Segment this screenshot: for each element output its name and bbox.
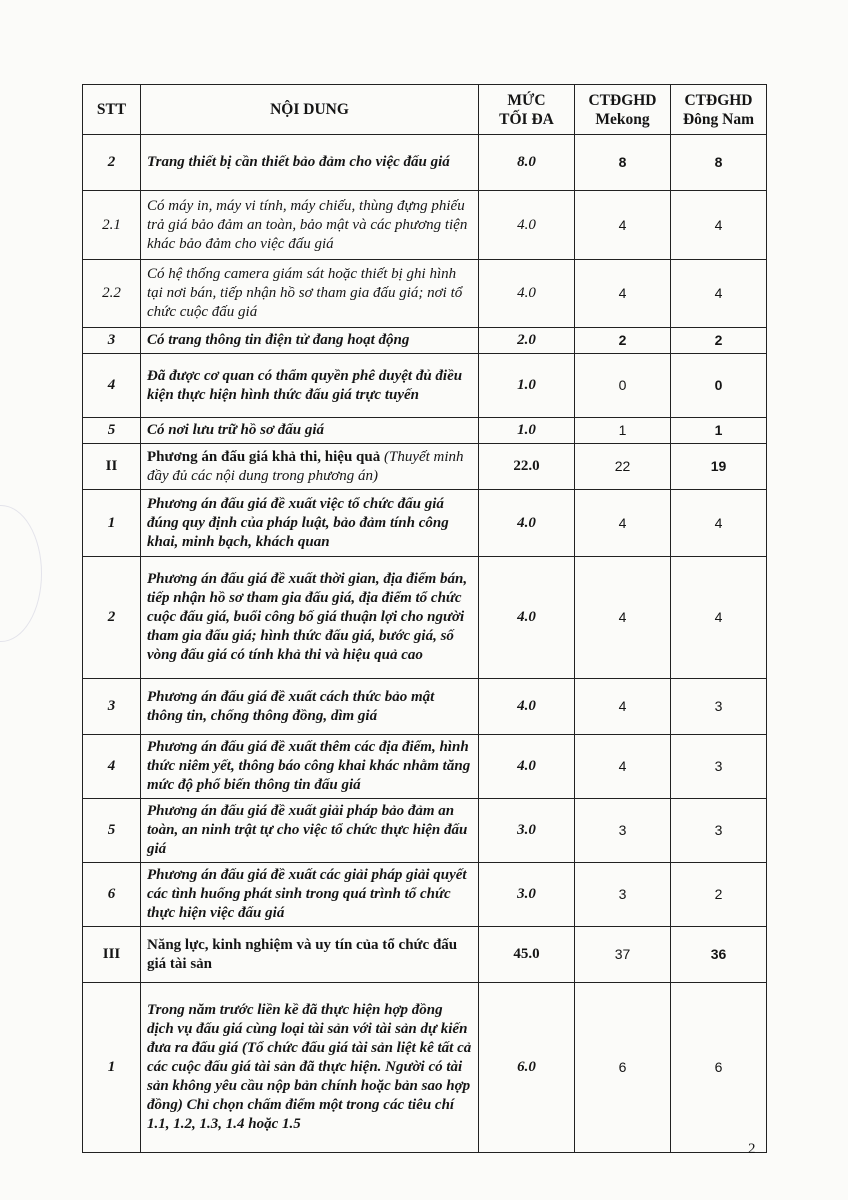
header-max: MỨC TỐI ĐA [479,85,575,135]
table-row: 3 Có trang thông tin điện tử đang hoạt động 2.0 2 2 [83,328,767,354]
table-header-row [83,85,767,135]
table-row: 6 Phương án đấu giá đề xuất các giải pháp giải quyết các tình huống phát sinh trong quá trình tổ chức thực hiện việc đấu giá 3.0 3 2 [83,863,767,927]
table-row: 4 Đã được cơ quan có thẩm quyền phê duyệt đủ điều kiện thực hiện hình thức đấu giá trực tuyến 1.0 0 0 [83,354,767,418]
table-row-section: III Năng lực, kinh nghiệm và uy tín của tổ chức đấu giá tài sản 45.0 37 36 [83,927,767,983]
scoring-table [82,84,767,1153]
table-row: 2.2 Có hệ thống camera giám sát hoặc thiết bị ghi hình tại nơi bán, tiếp nhận hồ sơ tham gia đấu giá; nơi tổ chức cuộc đấu giá 4.0 4 4 [83,260,767,328]
table-row: 5 Có nơi lưu trữ hồ sơ đấu giá 1.0 1 1 [83,418,767,444]
faded-stamp-mark [0,505,42,642]
page-number: 2 [748,1141,756,1157]
table-row-section: II Phương án đấu giá khả thi, hiệu quả (Thuyết minh đầy đủ các nội dung trong phương án) 22.0 22 19 [83,444,767,490]
table-row: 1 Trong năm trước liền kề đã thực hiện hợp đồng dịch vụ đấu giá cùng loại tài sản với tài sản dự kiến đưa ra đấu giá (Tổ chức đấu giá tài sản liệt kê tất cả các cuộc đấu giá tài sản đã thực hiện. Người có tài sản không yêu cầu nộp bản chính hoặc bản sao hợp đồng) Chỉ chọn chấm điểm một trong các tiêu chí 1.1, 1.2, 1.3, 1.4 hoặc 1.5 6.0 6 6 [83,983,767,1153]
header-mekong: CTĐGHD Mekong [575,85,671,135]
table-row: 2 Trang thiết bị cần thiết bảo đảm cho việc đấu giá 8.0 8 8 [83,135,767,191]
table-row: 5 Phương án đấu giá đề xuất giải pháp bảo đảm an toàn, an ninh trật tự cho việc tổ chức thực hiện đấu giá 3.0 3 3 [83,799,767,863]
header-dongnam: CTĐGHD Đông Nam [671,85,767,135]
header-stt: STT [83,85,141,135]
table-row: 2.1 Có máy in, máy vi tính, máy chiếu, thùng đựng phiếu trả giá bảo đảm an toàn, bảo mật và các phương tiện khác bảo đảm cho việc đấu giá 4.0 4 4 [83,191,767,260]
table-row: 3 Phương án đấu giá đề xuất cách thức bảo mật thông tin, chống thông đồng, dìm giá 4.0 4 3 [83,679,767,735]
table-row: 1 Phương án đấu giá đề xuất việc tổ chức đấu giá đúng quy định của pháp luật, bảo đảm tính công khai, minh bạch, khách quan 4.0 4 4 [83,490,767,557]
table-row: 4 Phương án đấu giá đề xuất thêm các địa điểm, hình thức niêm yết, thông báo công khai khác nhằm tăng mức độ phổ biến thông tin đấu giá 4.0 4 3 [83,735,767,799]
table-row: 2 Phương án đấu giá đề xuất thời gian, địa điểm bán, tiếp nhận hồ sơ tham gia đấu giá, địa điểm tổ chức cuộc đấu giá, buổi công bố giá thuận lợi cho người tham gia đấu giá; hình thức đấu giá, bước giá, số vòng đấu giá có tính khả thi và hiệu quả cao 4.0 4 4 [83,557,767,679]
header-content: NỘI DUNG [141,85,479,135]
